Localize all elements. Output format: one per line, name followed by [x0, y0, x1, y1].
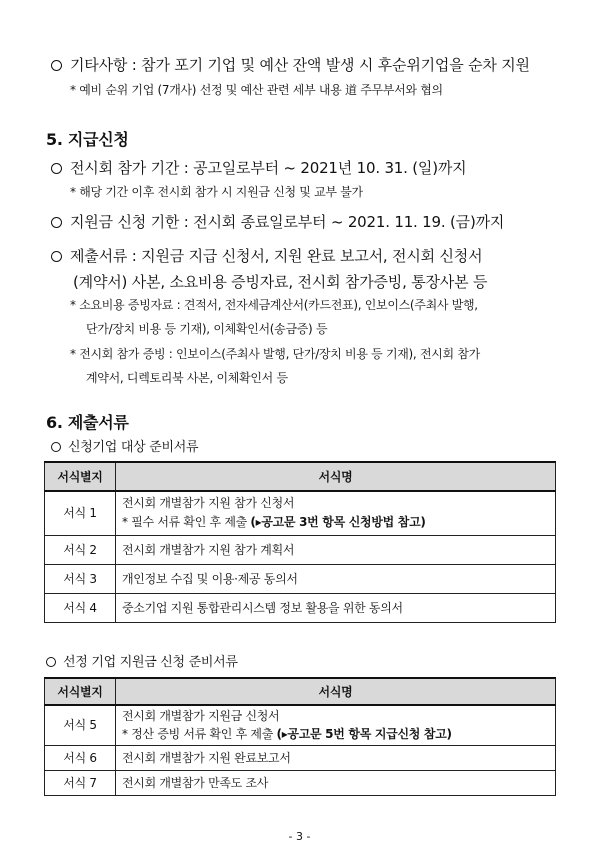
table-header-row	[45, 462, 556, 491]
form-note	[122, 725, 555, 743]
misc-bullet-text: 기타사항 : 참가 포기 기업 및 예산 잔액 발생 시 후순위기업을 순차 지원	[70, 56, 530, 74]
header-name: 서식명	[116, 678, 556, 705]
circle-bullet-icon	[51, 251, 62, 262]
header-form: 서식별지	[45, 462, 116, 491]
section-5-heading: 5. 지급신청	[46, 130, 129, 149]
note2-line2: 계약서, 디렉토리북 사본, 이체확인서 등	[86, 371, 288, 385]
circle-bullet-icon	[46, 657, 56, 667]
misc-bullet	[51, 54, 530, 75]
table-a-title	[51, 436, 198, 455]
form-name	[116, 705, 556, 745]
table-b	[44, 677, 556, 796]
form-note-bold: (▸공고문 5번 항목 지급신청 참고)	[276, 727, 452, 742]
period-note: * 해당 기간 이후 전시회 참가 시 지원금 신청 및 교부 불가	[70, 185, 363, 199]
period-bullet-text: 전시회 참가 기간 : 공고일로부터 ~ 2021년 10. 31. (일)까지	[70, 159, 467, 177]
form-title: 전시회 개별참가 지원금 신청서	[122, 709, 280, 724]
form-number: 서식 5	[45, 705, 116, 745]
form-number: 서식 4	[45, 593, 116, 622]
table-row	[45, 564, 556, 593]
table-row	[45, 705, 556, 745]
table-b-title	[46, 651, 238, 670]
misc-note: * 예비 순위 기업 (7개사) 선정 및 예산 관련 세부 내용 道 주무부서와 협의	[70, 83, 443, 97]
period-bullet	[51, 157, 466, 178]
form-note-bold: (▸공고문 3번 항목 신청방법 참고)	[250, 515, 426, 530]
table-b-title-text: 선정 기업 지원금 신청 준비서류	[63, 655, 238, 670]
form-number: 서식 6	[45, 745, 116, 770]
form-note-text: * 정산 증빙 서류 확인 후 제출	[122, 727, 277, 742]
form-name	[116, 491, 556, 535]
table-a	[44, 461, 556, 623]
docs-bullet	[51, 245, 482, 266]
form-note	[122, 513, 555, 532]
note1-line1: * 소요비용 증빙자료 : 견적서, 전자세금계산서(카드전표), 인보이스(주최사 발행,	[70, 298, 478, 312]
deadline-bullet	[51, 211, 504, 232]
form-name: 전시회 개별참가 만족도 조사	[116, 770, 556, 795]
docs-bullet-line1: 제출서류 : 지원금 지급 신청서, 지원 완료 보고서, 전시회 신청서	[70, 247, 483, 265]
circle-bullet-icon	[51, 163, 62, 174]
table-row	[45, 745, 556, 770]
form-number: 서식 2	[45, 535, 116, 564]
circle-bullet-icon	[51, 60, 62, 71]
page-number: - 3 -	[288, 830, 311, 843]
form-title: 전시회 개별참가 지원 참가 신청서	[122, 496, 295, 511]
form-number: 서식 1	[45, 491, 116, 535]
form-name: 중소기업 지원 통합관리시스템 정보 활용을 위한 동의서	[116, 593, 556, 622]
table-header-row	[45, 678, 556, 705]
form-number: 서식 3	[45, 564, 116, 593]
form-number: 서식 7	[45, 770, 116, 795]
form-name: 전시회 개별참가 지원 참가 계획서	[116, 535, 556, 564]
note1-line2: 단가/장치 비용 등 기재), 이체확인서(송금증) 등	[86, 322, 328, 336]
table-row	[45, 491, 556, 535]
table-row	[45, 535, 556, 564]
table-row	[45, 770, 556, 795]
form-note-text: * 필수 서류 확인 후 제출	[122, 515, 251, 530]
section-6-heading: 6. 제출서류	[46, 413, 129, 432]
table-a-title-text: 신청기업 대상 준비서류	[68, 440, 199, 455]
form-name: 전시회 개별참가 지원 완료보고서	[116, 745, 556, 770]
note2-line1: * 전시회 참가 증빙 : 인보이스(주최사 발행, 단가/장치 비용 등 기재), 전시회 참가	[70, 347, 480, 361]
docs-bullet-line2: (계약서) 사본, 소요비용 증빙자료, 전시회 참가증빙, 통장사본 등	[73, 273, 488, 291]
header-form: 서식별지	[45, 678, 116, 705]
circle-bullet-icon	[51, 217, 62, 228]
table-row	[45, 593, 556, 622]
deadline-bullet-text: 지원금 신청 기한 : 전시회 종료일로부터 ~ 2021. 11. 19. (금)까지	[70, 213, 505, 231]
header-name: 서식명	[116, 462, 556, 491]
form-name: 개인정보 수집 및 이용·제공 동의서	[116, 564, 556, 593]
circle-bullet-icon	[51, 442, 61, 452]
